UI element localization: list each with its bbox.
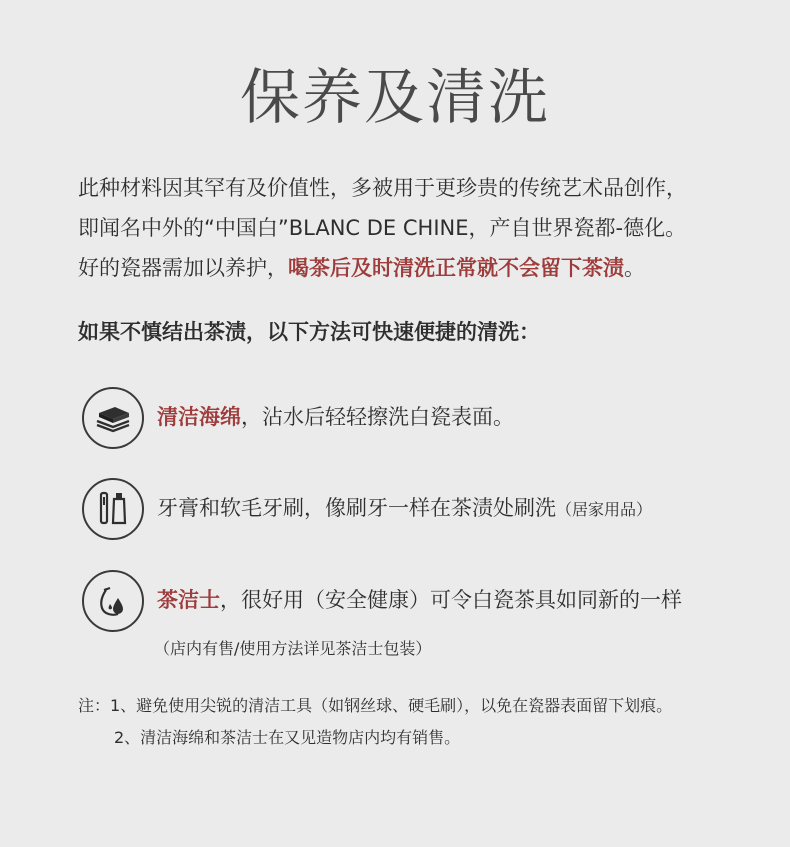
intro-line-3-suffix: 。 xyxy=(624,256,645,280)
intro-highlight: 喝茶后及时清洗正常就不会留下茶渍 xyxy=(288,256,624,280)
sponge-label: 清洁海绵 xyxy=(157,405,241,429)
tea-cleaner-label: 茶洁士 xyxy=(157,588,220,612)
notes xyxy=(78,690,672,754)
tea-cleaner-note: （店内有售/使用方法详见茶洁士包装） xyxy=(154,639,432,658)
method-tea-cleaner xyxy=(82,570,762,632)
intro-paragraph xyxy=(78,168,768,288)
method-toothbrush xyxy=(82,478,762,540)
intro-line-3-prefix: 好的瓷器需加以养护， xyxy=(78,256,288,280)
cleaning-subheading: 如果不慎结出茶渍，以下方法可快速便捷的清洗： xyxy=(78,320,540,344)
method-tea-cleaner-text xyxy=(157,584,682,616)
tea-cleaner-description: ，很好用（安全健康）可令白瓷茶具如同新的一样 xyxy=(220,588,682,612)
cleaner-drop-icon xyxy=(82,570,144,632)
intro-line-1: 此种材料因其罕有及价值性，多被用于更珍贵的传统艺术品创作， xyxy=(78,176,687,200)
toothpaste-toothbrush-icon xyxy=(82,478,144,540)
method-sponge xyxy=(82,387,762,449)
sponge-icon xyxy=(82,387,144,449)
toothbrush-note: （居家用品） xyxy=(556,500,653,519)
intro-line-3 xyxy=(78,248,768,288)
toothbrush-description: 牙膏和软毛牙刷，像刷牙一样在茶渍处刷洗 xyxy=(157,496,556,520)
method-toothbrush-text xyxy=(157,492,652,526)
intro-line-2: 即闻名中外的“中国白”BLANC DE CHINE，产自世界瓷都-德化。 xyxy=(78,216,687,240)
note-line-2: 2、清洁海绵和茶洁士在又见造物店内均有销售。 xyxy=(114,728,461,747)
method-sponge-text xyxy=(157,401,514,433)
sponge-description: ，沾水后轻轻擦洗白瓷表面。 xyxy=(241,405,514,429)
page-title: 保养及清洗 xyxy=(240,63,550,133)
note-line-1: 注：1、避免使用尖锐的清洁工具（如钢丝球、硬毛刷），以免在瓷器表面留下划痕。 xyxy=(78,696,673,715)
